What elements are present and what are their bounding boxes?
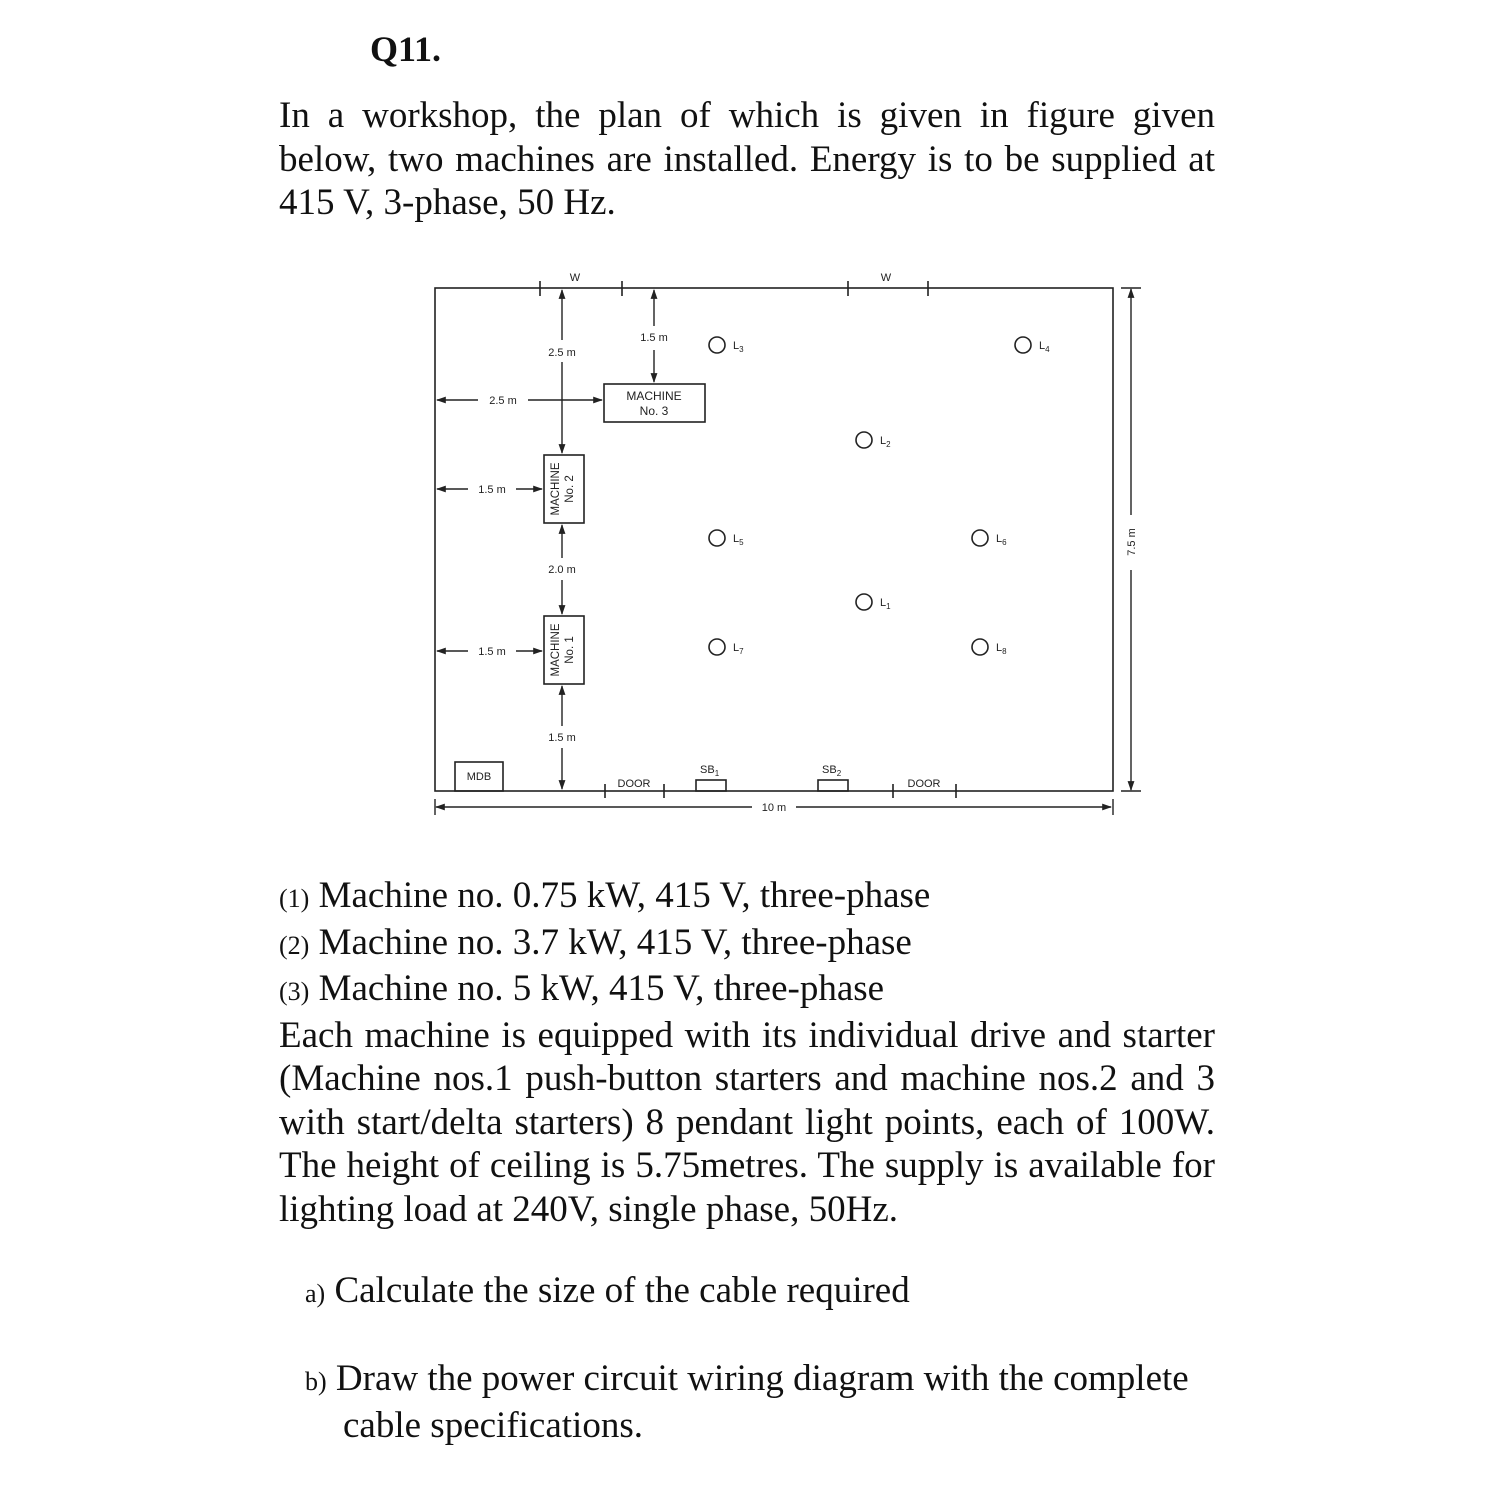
light-point-l2 [856, 432, 872, 448]
spec-line-3: (3) Machine no. 5 kW, 415 V, three-phase [279, 968, 885, 1009]
dim-top-m2: 2.5 m [548, 347, 576, 359]
machine-2-label-2: No. 2 [564, 475, 576, 503]
task-a-label: a) [305, 1279, 326, 1308]
question-number: Q11. [370, 29, 442, 69]
light-point-l6 [972, 530, 988, 546]
wall-label-left: W [569, 272, 581, 284]
task-a [305, 1269, 910, 1316]
room-outline [435, 288, 1113, 791]
task-a-text: Calculate the size of the cable required [334, 1270, 910, 1311]
light-label-l1: $L_1$ [880, 597, 891, 611]
spec-line-1: (1) Machine no. 0.75 kW, 415 V, three-phase [279, 875, 931, 916]
dim-top-m3: 1.5 m [640, 332, 668, 344]
light-label-l6: $L_6$ [996, 533, 1007, 547]
machine-3-label-2: No. 3 [639, 404, 669, 418]
dim-left-m3: 2.5 m [489, 395, 517, 407]
light-point-l8 [972, 639, 988, 655]
light-label-l7: $L_7$ [733, 642, 744, 656]
sb1-box [696, 780, 726, 791]
intro-paragraph: In a workshop, the plan of which is given in figure given below, two machines are installed. Energy is to be supplied at 415 V, 3-phase, 50 Hz. [279, 95, 1215, 223]
task-b-text-2: cable specifications. [343, 1404, 643, 1446]
door-left-label: DOOR [617, 778, 651, 790]
door-right-label: DOOR [907, 778, 941, 790]
mdb-label: MDB [466, 771, 492, 783]
sb1-label: $SB_1$ [700, 764, 720, 778]
light-label-l2: $L_2$ [880, 435, 891, 449]
workshop-floor-plan [410, 262, 1160, 822]
light-label-l5: $L_5$ [733, 533, 744, 547]
task-b [305, 1357, 1215, 1447]
light-label-l8: $L_8$ [996, 642, 1007, 656]
machine-1-label-2: No. 1 [564, 636, 576, 664]
wall-label-right: W [880, 272, 892, 284]
machine-1-label-1: MACHINE [550, 623, 562, 677]
light-point-l4 [1015, 337, 1031, 353]
description-paragraph: Each machine is equipped with its individual drive and starter (Machine nos.1 push-button starters and machine nos.2 and 3 with start/delta starters) 8 pendant light points, each of 100W. The height of ceiling is 5.75metres. The supply is available for lighting load at 240V, single phase, 50Hz. [279, 1014, 1215, 1230]
sb2-label: $SB_2$ [822, 764, 842, 778]
dim-between: 2.0 m [548, 564, 576, 576]
dim-left-m1: 1.5 m [478, 646, 506, 658]
light-point-l3 [709, 337, 725, 353]
spec-line-2: (2) Machine no. 3.7 kW, 415 V, three-phase [279, 921, 912, 963]
task-b-text-1: Draw the power circuit wiring diagram with the complete [335, 1358, 1189, 1399]
task-b-label: b) [305, 1367, 327, 1396]
light-label-l4: $L_4$ [1039, 340, 1050, 354]
light-point-l7 [709, 639, 725, 655]
sb2-box [818, 780, 848, 791]
light-label-l3: $L_3$ [733, 340, 744, 354]
dim-height: 7.5 m [1126, 528, 1138, 556]
dim-bottom-m1: 1.5 m [548, 732, 576, 744]
light-point-l5 [709, 530, 725, 546]
machine-2-label-1: MACHINE [550, 462, 562, 516]
dim-left-m2: 1.5 m [478, 484, 506, 496]
machine-specs [279, 874, 1215, 1231]
light-point-l1 [856, 594, 872, 610]
machine-3-label-1: MACHINE [626, 389, 682, 403]
dim-width: 10 m [761, 802, 787, 814]
